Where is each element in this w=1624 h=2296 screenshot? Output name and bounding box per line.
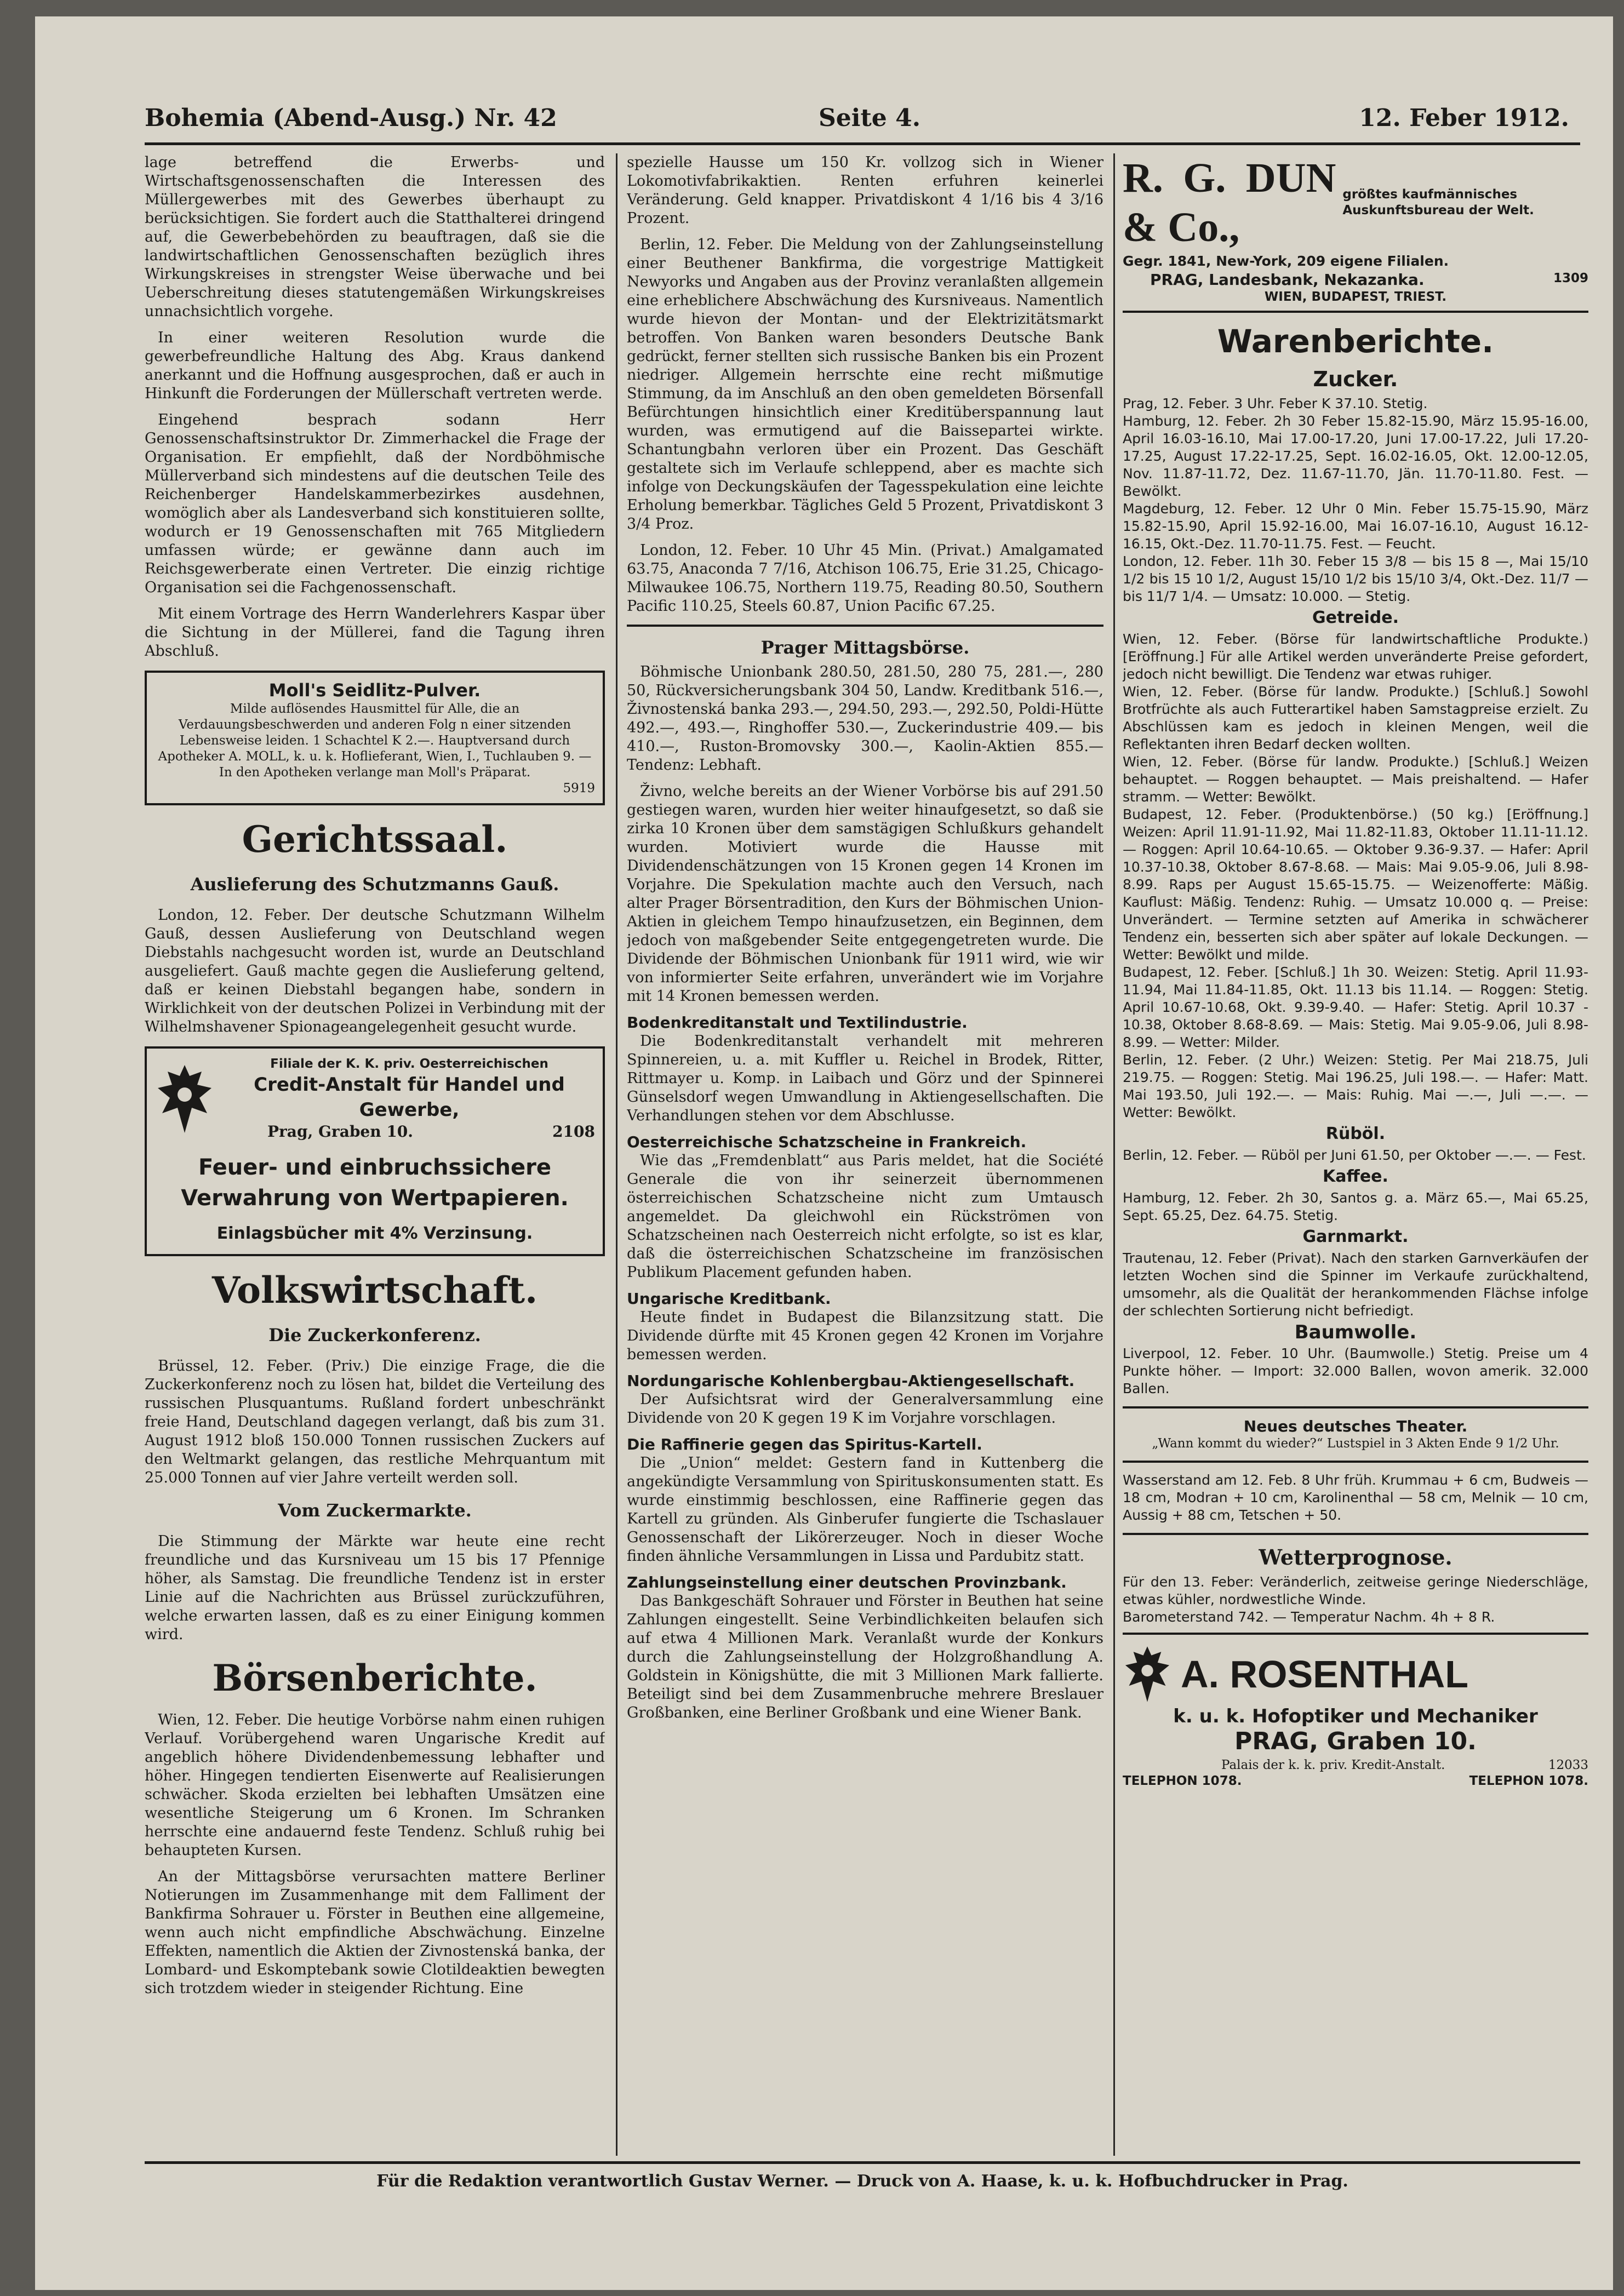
barometer-reading: Barometerstand 742. — Temperatur Nachm. 4h + 8 R. [1123,1609,1495,1625]
newspaper-page [35,16,1613,2290]
advert-city: PRAG, Landesbank, Nekazanka. [1150,271,1425,289]
divider [1123,1461,1588,1463]
advert-tagline: k. u. k. Hofoptiker und Mechaniker [1173,1705,1538,1727]
article-text: Der Aufsichtsrat wird der Generalversammlung eine Dividende von 20 K gegen 19 K im Vorjahre vorschlagen. [627,1391,1103,1427]
article-heading: Auslieferung des Schutzmanns Gauß. [190,874,559,895]
advert-subtitle: Filiale der K. K. priv. Oesterreichischen [270,1057,548,1071]
section-heading-economy: Volkswirtschaft. [211,1269,538,1312]
article-text: Heute findet in Budapest die Bilanzsitzung statt. Die Dividende dürfte mit 45 Kronen gegen 42 Kronen im Vorjahre bemessen werden. [627,1309,1103,1363]
advert-headline: Feuer- und einbruchssichere Verwahrung von Wertpapieren. [181,1155,569,1211]
article-heading: Die Raffinerie gegen das Spiritus-Kartell. [627,1435,982,1453]
advert-cities: WIEN, BUDAPEST, TRIEST. [1264,290,1447,304]
column-2 [627,153,1103,2156]
article-text: Berlin, 12. Feber. Die Meldung von der Zahlungseinstellung einer Beuthener Bankfirma, die vorgestrige Mattigkeit Newyorks und Angaben aus der Provinz veranlaßten allgemein eine erheblichere Abschwächung des Kursniveaus. Namentlich wurde hievon der Montan- und der Elektrizitätsmarkt betroffen. Von Banken waren besonders Deutsche Bank gedrückt, ferner stellten sich russische Banken bis ein Prozent niedriger. Allgemein herrschte eine recht mißmutige Stimmung, da im Anschluß an den oben gemeldeten Börsenfall Befürchtungen hinsichtlich einer Kreditüberspannung laut wurden, was ermutigend auf die Baissepartei wirkte. Schantungbahn verloren über ein Prozent. Das Geschäft gestaltete sich im Verlaufe schleppend, aber es machte sich infolge von Deckungskäufen der Tagesspekulation eine leichte Erholung bemerkbar. Tägliches Geld 5 Prozent, Privatdiskont 3 3/4 Proz. [627,236,1103,533]
article-text: London, 12. Feber. Der deutsche Schutzmann Wilhelm Gauß, dessen Auslieferung von Deutschland wegen Diebstahls nachgesucht worden ist, wurde an Deutschland ausgeliefert. Gauß machte gegen die Auslieferung geltend, daß er keinen Diebstahl begangen habe, sondern in Wirklichkeit von der deutschen Polizei in Verbindung mit der Wilhelmshavener Spionageangelegenheit gesucht wurde. [145,907,605,1035]
eagle-crest-icon [1123,1641,1172,1707]
article-heading: Die Zuckerkonferenz. [268,1325,481,1345]
advert-number: 1309 [1553,271,1588,285]
article-text: Wien, 12. Feber. Die heutige Vorbörse nahm einen ruhigen Verlauf. Vorübergehend waren Ungarische Kredit auf angeblich höhere Dividendenbemessung lebhafter und höher. Hingegen tendierten Eisenwerte auf Realisierungen schwächer. Skoda erzielten bei lebhaften Umsätzen eine wesentliche Steigerung um 6 Kronen. Im Schranken herrschte eine andauernd feste Tendenz. Schluß ruhig bei behaupteten Kursen. [145,1711,605,1859]
commodity-heading: Kaffee. [1323,1167,1388,1186]
market-report: Wien, 12. Feber. (Börse für landw. Produkte.) [Schluß.] Sowohl Brotfrüchte als auch Futterartikel haben Samstagpreise erzielt. Zu Abschlüssen kam es jedoch in kleinen Mengen, weil die Reflektanten ihren Bedarf decken wollten. [1123,684,1588,752]
article-text: Wie das „Fremdenblatt“ aus Paris meldet, hat die Société Generale die von ihr seinerzeit übernommenen österreichischen Schatzscheine nicht zum Umtausch angemeldet. Da gleichwohl ein Rückströmen von Schatzscheinen nach Oesterreich nicht erfolgte, so ist es klar, daß die österreichischen Schatzscheine im französischen Publikum Placement gefunden haben. [627,1152,1103,1281]
article-text: Böhmische Unionbank 280.50, 281.50, 280 75, 281.—, 280 50, Rückversicherungsbank 304 50, Landw. Kreditbank 516.—, Živnostenská banka 293.—, 294.50, 293.—, 292.50, Poldi-Hütte 492.—, 493.—, Ringhoffer 530.—, Zuckerindustrie 409.— bis 410.—, Ruston-Bromovsky 300.—, Kaolin-Aktien 855.— Tendenz: Lebhaft. [627,663,1103,774]
advert-title: Moll's Seidlitz-Pulver. [268,680,481,701]
article-text: Die „Union“ meldet: Gestern fand in Kuttenberg die angekündigte Versammlung von Spirituskonsumenten statt. Es wurde einstimmig beschlossen, eine Raffinerie gegen das Kartell zu gründen. Als Ginberufer fungierte die Tschaslauer Genossenschaft der Likörerzeuger. Noch in dieser Woche finden ähnliche Versammlungen in Lissa und Pardubitz statt. [627,1455,1103,1565]
market-report: Wien, 12. Feber. (Börse für landwirtschaftliche Produkte.) [Eröffnung.] Für alle Artikel werden unveränderte Preise gefordert, jedoch nicht bewilligt. Die Tendenz war etwas ruhiger. [1123,631,1588,682]
market-report: Liverpool, 12. Feber. 10 Uhr. (Baumwolle.) Stetig. Preise um 4 Punkte höher. — Import: 32.000 Ballen, wovon amerik. 32.000 Ballen. [1123,1345,1588,1396]
market-report: Prag, 12. Feber. 3 Uhr. Feber K 37.10. Stetig. [1123,396,1428,411]
page-header [145,93,1569,142]
article-text: Die Bodenkreditanstalt verhandelt mit mehreren Spinnereien, u. a. mit Kuffler u. Reichel in Brodek, Ritter, Rittmayer u. Komp. in Laibach und Görz und der Spinnerei Günselsdorf wegen Umwandlung in Aktiengesellschaften. Die Verhandlungen stehen vor dem Abschlusse. [627,1033,1103,1124]
article-text: Živno, welche bereits an der Wiener Vorbörse bis auf 291.50 gestiegen waren, wurden hier weiter hinaufgesetzt, so daß sie zirka 10 Kronen über dem samstägigen Schlußkurs gehandelt wurden. Motiviert wurde die Hausse mit Dividendenschätzungen von 15 Kronen gegen 14 Kronen im Vorjahre. Die Spekulation machte auch den Versuch, nach alter Prager Börsentradition, den Kurs der Böhmischen Union-Aktien in gleichem Tempo hinaufzusetzen, ein Beginnen, dem jedoch von maßgebender Seite entgegengetreten wurde. Die Dividende der Böhmischen Unionbank für 1911 wird, wie wir von informierter Seite erfahren, unverändert wie im Vorjahre mit 14 Kronen bemessen werden. [627,783,1103,1005]
market-report: Berlin, 12. Feber. (2 Uhr.) Weizen: Stetig. Per Mai 218.75, Juli 219.75. — Roggen: Stetig. Mai 196.25, Juli 198.—. — Hafer: Matt. Mai 193.50, Juli 192.—. — Mais: Ruhig. Mai —.—, Juli —.—. — Wetter: Bewölkt. [1123,1052,1588,1120]
commodity-heading: Garnmarkt. [1302,1227,1409,1246]
section-heading-commodities: Warenberichte. [1217,323,1494,360]
eagle-crest-icon [155,1061,215,1137]
advert-footer: Einlagsbücher mit 4% Verzinsung. [216,1224,533,1243]
header-rule [145,142,1580,145]
article-heading: Zahlungseinstellung einer deutschen Provinzbank. [627,1573,1067,1591]
divider [627,625,1103,627]
market-report: Hamburg, 12. Feber. 2h 30 Feber 15.82-15.90, März 15.95-16.00, April 16.03-16.10, Mai 17.00-17.20, Juni 17.00-17.22, Juli 17.20-17.25, August 17.22-17.25, Sept. 16.02-16.05, Okt. 12.00-12.05, Nov. 11.87-11.72, Dez. 11.67-11.70, Jän. 11.70-11.80. Fest. — Bewölkt. [1123,413,1588,499]
weather-heading: Wetterprognose. [1259,1545,1453,1570]
issue-date: 12. Feber 1912. [1359,104,1569,132]
article-text: lage betreffend die Erwerbs- und Wirtschaftsgenossenschaften die Interessen des Müllergewerbes mit des Gewerbes überhaupt zu berücksichtigen. Sie fordert auch die Statthalterei dringend auf, die Gewerbebehörden zu beauftragen, daß sie die landwirtschaftlichen Genossenschaften bezüglich ihres Wirkungskreises in strengster Weise überwache und bei Ueberschreitung dieses statutengemäßen Wirkungskreises unnachsichtlich vorgehe. [145,154,605,320]
article-heading: Prager Mittagsbörse. [760,637,970,658]
column-divider [616,153,617,2156]
theater-text: „Wann kommt du wieder?“ Lustspiel in 3 Akten Ende 9 1/2 Uhr. [1152,1436,1559,1451]
advert-company-name: R. G. DUN & Co., [1123,155,1336,250]
advert-number: 12033 [1548,1758,1588,1772]
market-report: Hamburg, 12. Feber. 2h 30, Santos g. a. März 65.—, Mai 65.25, Sept. 65.25, Dez. 64.75. Stetig. [1123,1190,1588,1223]
commodity-heading: Rüböl. [1325,1124,1386,1143]
article-text: In einer weiteren Resolution wurde die gewerbefreundliche Haltung des Abg. Kraus dankend anerkannt und die Hoffnung ausgesprochen, daß er auch in Hinkunft die Forderungen der Müllerschaft vertreten werde. [145,329,605,402]
article-heading: Nordungarische Kohlenbergbau-Aktiengesellschaft. [627,1372,1075,1390]
advert-phone: TELEPHON 1078. [1123,1774,1242,1788]
market-report: Budapest, 12. Feber. (Produktenbörse.) (50 kg.) [Eröffnung.] Weizen: April 11.91-11.92, Mai 11.82-11.83, Oktober 11.11-11.12. — Roggen: April 10.64-10.65. — Oktober 9.36-9.37. — Hafer: April 10.37-10.38, Oktober 8.67-8.68. — Mais: Mai 9.05-9.06, Juli 8.98-8.99. Raps per August 15.65-15.75. — Weizenofferte: Mäßig. Kauflust: Mäßig. Tendenz: Ruhig. — Umsatz 10.000 q. — Preise: Unverändert. — Termine setzten auf Amerika in schwächerer Tendenz ein, besserten sich aber später auf lokale Deckungen. — Wetter: Bewölkt und milde. [1123,806,1588,963]
article-text: Das Bankgeschäft Sohrauer und Förster in Beuthen hat seine Zahlungen eingestellt. Seine Verbindlichkeiten belaufen sich auf etwa 4 Millionen Mark. Veranlaßt wurde der Konkurs durch die Zahlungseinstellung der Holzgroßhandlung A. Goldstein in Königshütte, die mit 3 Millionen Mark fallierte. Beteiligt sind bei dem Zusammenbruche mehrere Breslauer Großbanken, eine Berliner Großbank und eine Wiener Bank. [627,1593,1103,1721]
article-text: Brüssel, 12. Feber. (Priv.) Die einzige Frage, die die Zuckerkonferenz noch zu lösen hat, bildet die Verteilung des russischen Plusquantums. Rußland fordert unbeschränkt freie Hand, Deutschland dagegen verlangt, daß bis zum 31. August 1912 bloß 150.000 Tonnen russischen Zuckers auf den Weltmarkt gelangen, das restliche Mehrquantum mit 25.000 Tonnen auf vier Jahre verteilt werden soll. [145,1358,605,1486]
market-report: Budapest, 12. Feber. [Schluß.] 1h 30. Weizen: Stetig. April 11.93-11.94, Mai 11.84-11.85, Okt. 11.13 bis 11.14. — Roggen: Stetig. April 10.67-10.68, Okt. 9.39-9.40. — Hafer: Stetig. April 10.37 - 10.38, Oktober 8.68-8.69. — Mais: Stetig. Mai 9.05-9.06, Juli 8.98-8.99. — Wetter: Milder. [1123,964,1588,1050]
article-text: London, 12. Feber. 10 Uhr 45 Min. (Privat.) Amalgamated 63.75, Anaconda 7 7/16, Atchison 106.75, Erie 31.25, Chicago-Milwaukee 106.75, Northern 119.75, Reading 80.50, Southern Pacific 110.25, Steels 60.87, Union Pacific 67.25. [627,542,1103,615]
article-text: Die Stimmung der Märkte war heute eine recht freundliche und das Kursniveau um 15 bis 17 Pfennige höher, als Samstag. Die freundliche Tendenz ist in erster Linie auf die Nachrichten aus Brüssel zurückzuführen, welche erwarten lassen, daß es zu einer Einigung kommen wird. [145,1533,605,1643]
section-heading-stock: Börsenberichte. [212,1657,537,1699]
advert-number: 2108 [552,1123,595,1141]
water-levels: Wasserstand am 12. Feb. 8 Uhr früh. Krummau + 6 cm, Budweis — 18 cm, Modran + 10 cm, Karolinenthal — 58 cm, Melnik — 10 cm, Aussig + 88 cm, Tetschen + 50. [1123,1472,1588,1523]
market-report: Trautenau, 12. Feber (Privat). Nach den starken Garnverkäufen der letzten Wochen sind die Spinner im Verkaufe zurückhaltend, umsomehr, als die Qualität der herankommenden Flächse infolge der schlechten Sortierung nicht befriedigt. [1123,1250,1588,1319]
article-heading: Ungarische Kreditbank. [627,1290,831,1308]
paper-issue: Bohemia (Abend-Ausg.) Nr. 42 [145,104,557,132]
section-heading-court: Gerichtssaal. [242,818,508,861]
advert-tagline: größtes kaufmännisches Auskunftsbureau der Welt. [1342,187,1534,217]
commodity-heading: Getreide. [1312,608,1399,627]
advert-dun [1123,153,1588,313]
page-footer: Für die Redaktion verantwortlich Gustav Werner. — Druck von A. Haase, k. u. k. Hofbuchdrucker in Prag. [145,2161,1580,2191]
market-report: London, 12. Feber. 11h 30. Feber 15 3/8 — bis 15 8 —, Mai 15/10 1/2 bis 15 10 1/2, August 15/10 1/2 bis 15/10 3/4, Okt.-Dez. 11/7 — bis 11/7 1/4. — Umsatz: 10.000. — Stetig. [1123,553,1588,604]
advert-text: Palais der k. k. priv. Kredit-Anstalt. [1221,1758,1445,1772]
advert-rosenthal [1123,1633,1588,1789]
column-1 [145,153,605,2156]
advert-number: 5919 [563,781,595,795]
article-text: An der Mittagsbörse verursachten mattere Berliner Notierungen im Zusammenhange mit dem Falliment der Bankfirma Sohrauer u. Förster in Beuthen eine allgemeine, wenn auch nicht empfindliche Abschwächung. Einzelne Effekten, namentlich die Aktien der Zivnostenská banka, der Lombard- und Eskomptebank sowie Clotildeaktien bewegten sich trotzdem wieder in steigender Richtung. Eine [145,1868,605,1997]
advert-bank-name: Credit-Anstalt für Handel und Gewerbe, [254,1074,565,1121]
column-3 [1123,153,1588,2156]
article-heading: Vom Zuckermarkte. [278,1500,472,1521]
advert-credit-anstalt [145,1046,605,1256]
article-text: spezielle Hausse um 150 Kr. vollzog sich in Wiener Lokomotivfabrikaktien. Renten erfuhren keinerlei Veränderung. Geld knapper. Privatdiskont 4 1/16 bis 4 3/16 Prozent. [627,154,1103,227]
advert-text: Milde auflösendes Hausmittel für Alle, die an Verdauungsbeschwerden und anderen Folg n einer sitzenden Lebensweise leiden. 1 Schachtel K 2.—. Hauptversand durch Apotheker A. MOLL, k. u. k. Hoflieferant, Wien, I., Tuchlauben 9. — In den Apotheken verlange man Moll's Präparat. [158,702,592,780]
page-number: Seite 4. [819,104,921,132]
article-text: Mit einem Vortrage des Herrn Wanderlehrers Kaspar über die Sichtung in der Müllerei, fand die Tagung ihren Abschluß. [145,605,605,660]
weather-forecast: Für den 13. Feber: Veränderlich, zeitweise geringe Niederschläge, etwas kühler, nordwestliche Winde. [1123,1574,1588,1607]
article-heading: Oesterreichische Schatzscheine in Frankreich. [627,1133,1027,1151]
article-text: Eingehend besprach sodann Herr Genossenschaftsinstruktor Dr. Zimmerhackel die Frage der Organisation. Er empfiehlt, daß der Nordböhmische Müllerverband sich mindestens auf die deutschen Teile des Reichenberger Handelskammerbezirkes ausdehnen, womöglich aber als Landesverband sich konstituieren sollte, wodurch er 19 Genossenschaften mit 765 Mitgliedern umfassen würde; er gewänne dann auch im Reichsgewerberate einen Vertreter. Die einzig richtige Organisation sei die Fachgenossenschaft. [145,411,605,596]
commodity-heading: Zucker. [1313,367,1398,391]
divider [1123,1533,1588,1535]
theater-heading: Neues deutsches Theater. [1243,1417,1468,1435]
advert-address: Prag, Graben 10. [267,1123,414,1141]
divider [1123,1406,1588,1408]
advert-moll [145,671,605,805]
advert-address: PRAG, Graben 10. [1234,1727,1477,1755]
advert-text: Gegr. 1841, New-York, 209 eigene Filialen. [1123,253,1449,269]
market-report: Berlin, 12. Feber. — Rüböl per Juni 61.50, per Oktober —.—. — Fest. [1123,1147,1586,1163]
article-heading: Bodenkreditanstalt und Textilindustrie. [627,1014,968,1032]
column-divider [1113,153,1115,2156]
market-report: Wien, 12. Feber. (Börse für landw. Produkte.) [Schluß.] Weizen behauptet. — Roggen behauptet. — Mais preishaltend. — Hafer stramm. — Wetter: Bewölkt. [1123,754,1588,805]
advert-company-name: A. ROSENTHAL [1181,1653,1468,1696]
commodity-heading: Baumwolle. [1294,1321,1417,1343]
market-report: Magdeburg, 12. Feber. 12 Uhr 0 Min. Feber 15.75-15.90, März 15.82-15.90, April 15.92-16.00, Mai 16.07-16.10, August 16.12-16.15, Okt.-Dez. 11.70-11.75. Fest. — Feucht. [1123,501,1588,552]
advert-phone: TELEPHON 1078. [1469,1774,1588,1788]
